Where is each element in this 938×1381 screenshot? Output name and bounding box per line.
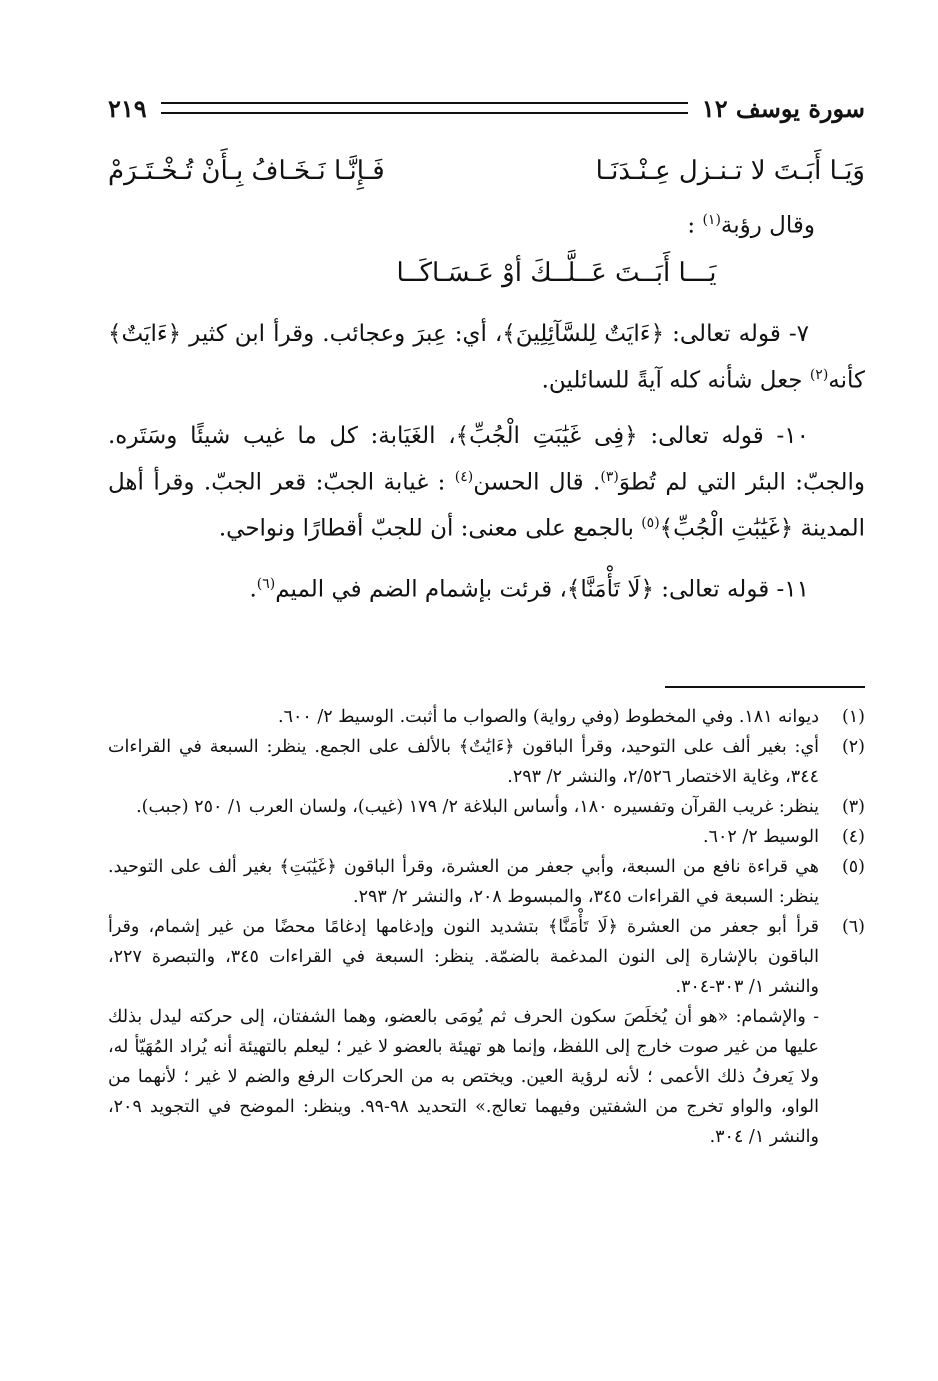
commentary-paragraph-10: [108, 416, 865, 550]
footnote-6-continuation: - والإشمام: «هو أن يُخلَصَ سكون الحرف ثم يُومَى بالعضو، وهما الشفتان، إلى حركته ليدل بذلك عليها من غير صوت خارج إلى اللفظ، وإنما هو تهيئة بالعضو لا غير ؛ ليعلم بالتهيئة أنه يُراد المُهَيّأ له، ولا يَعرفُ ذلك الأعمى ؛ لأنه لرؤية العين. ويختص به من الحركات الرفع والضم لا غير ؛ لأنهما من الواو، والواو تخرج من الشفتين وفيهما تعالج.» التحديد ٩٨-٩٩. وينظر: الموضح في التجويد ٢٠٩، والنشر ١/ ٣٠٤.: [108, 1007, 819, 1147]
poet-intro-tail: :: [687, 212, 703, 239]
poem-verse-2: يَـــا أَبَــتَ عَــلَّــكَ أوْ عَـسَـاكَــا: [396, 258, 717, 288]
main-text: [108, 148, 865, 625]
footnote-text: هي قراءة نافع من السبعة، وأبي جعفر من العشرة، وقرأ الباقون ﴿غَيَٰبَتِ﴾ بغير ألف على التوحيد. ينظر: السبعة في القراءات ٣٤٥، والمبسوط ٢٠٨، والنشر ٢/ ٢٩٣.: [108, 857, 819, 907]
footnote-ref[interactable]: (٥): [641, 515, 660, 532]
footnotes: [108, 702, 865, 1152]
paragraph-text: ٧- قوله تعالى: ﴿ءَايَتٌ لِلسَّآئِلِينَ﴾، أي: عِبرَ وعجائب. وقرأ ابن كثير ﴿ءَايَتٌ﴾ كأنه: [108, 321, 865, 394]
footnote-text: ديوانه ١٨١. وفي المخطوط (وفي رواية) والصواب ما أثبت. الوسيط ٢/ ٦٠٠.: [278, 707, 819, 727]
footnote-2: [108, 732, 865, 792]
footnote-number: (٤): [841, 827, 865, 847]
paragraph-text: : غيابة الجبّ: قعر الجبّ. وقرأ أهل المدينة ﴿غَيَٰبَٰتِ الْجُبِّ﴾: [108, 469, 865, 542]
paragraph-text: .: [249, 576, 257, 603]
paragraph-text: جعل شأنه كله آيةً للسائلين.: [541, 367, 810, 394]
footnote-text: الوسيط ٢/ ٦٠٢.: [702, 827, 819, 847]
footnote-3: [108, 792, 865, 822]
poet-intro: [108, 200, 865, 250]
footnote-number: (٢): [841, 737, 865, 757]
page-header: [108, 88, 865, 128]
footnote-text: ينظر: غريب القرآن وتفسيره ١٨٠، وأساس البلاغة ٢/ ١٧٩ (غيب)، ولسان العرب ١/ ٢٥٠ (جبب).: [136, 797, 819, 817]
footnote-1: [108, 702, 865, 732]
footnote-ref[interactable]: (٢): [809, 367, 829, 383]
paragraph-text: ١١- قوله تعالى: ﴿لَا تَأْمَنَّا﴾، قرئت بإشمام الضم في الميم: [275, 576, 809, 603]
book-page: [108, 88, 865, 1318]
poet-intro-text: وقال رؤبة: [720, 212, 815, 239]
footnote-ref[interactable]: (٤): [454, 468, 474, 485]
footnote-text: قرأ أبو جعفر من العشرة ﴿لَا تَأْمَنَّا﴾ بتشديد النون وإدغامها إدغامًا محضًا من غير إشمام، وقرأ الباقون بالإشارة إلى النون المدغمة بالضمّة. ينظر: السبعة في القراءات ٣٤٥، والتبصرة ٢٢٧، والنشر ١/ ٣٠٣-٣٠٤.: [108, 917, 819, 997]
footnote-number: (٦): [841, 917, 865, 937]
footnote-number: (٥): [841, 857, 865, 877]
header-double-rule: [161, 102, 688, 114]
commentary-paragraph-11: [108, 564, 865, 611]
footnote-ref[interactable]: (٣): [600, 468, 619, 485]
footnote-6: [108, 912, 865, 1002]
footnote-5: [108, 852, 865, 912]
poem-verse-1: [108, 148, 865, 200]
footnote-number: (١): [841, 707, 865, 727]
footnote-separator: [665, 686, 865, 688]
footnote-text: أي: بغير ألف على التوحيد، وقرأ الباقون ﴿ءَايَٰتٌ﴾ بالألف على الجمع. ينظر: السبعة في القراءات ٣٤٤، وغاية الاختصار ٢/٥٢٦، والنشر ٢/ ٢٩٣.: [108, 737, 819, 787]
paragraph-text: . قال الحسن: [473, 469, 601, 496]
paragraph-text: بالجمع على معنى: أن للجبّ أقطارًا ونواحي.: [218, 515, 642, 542]
paragraph-text: ١٠- قوله تعالى: ﴿فِى غَيَٰبَتِ الْجُبِّ﴾، الغَيَابة: كل ما غيب شيئًا وسَتَره. والجبّ: البئر التي لم تُطوَ: [108, 422, 865, 496]
footnote-4: [108, 822, 865, 852]
poem-left-hemistich: فَـإِنَّـا نَـخَـافُ بِـأَنْ تُـخْـتَـرَمْ: [108, 156, 385, 186]
footnote-ref[interactable]: (١): [702, 212, 721, 228]
poem-right-hemistich: وَيَـا أَبَـتَ لا تـنـزل عِـنْـدَنَـا: [595, 156, 865, 186]
page-number: ٢١٩: [108, 93, 147, 123]
running-title: سورة يوسف ١٢: [701, 93, 865, 123]
commentary-paragraph-7: [108, 314, 865, 402]
footnote-number: (٣): [841, 797, 865, 817]
footnote-ref[interactable]: (٦): [256, 575, 276, 592]
